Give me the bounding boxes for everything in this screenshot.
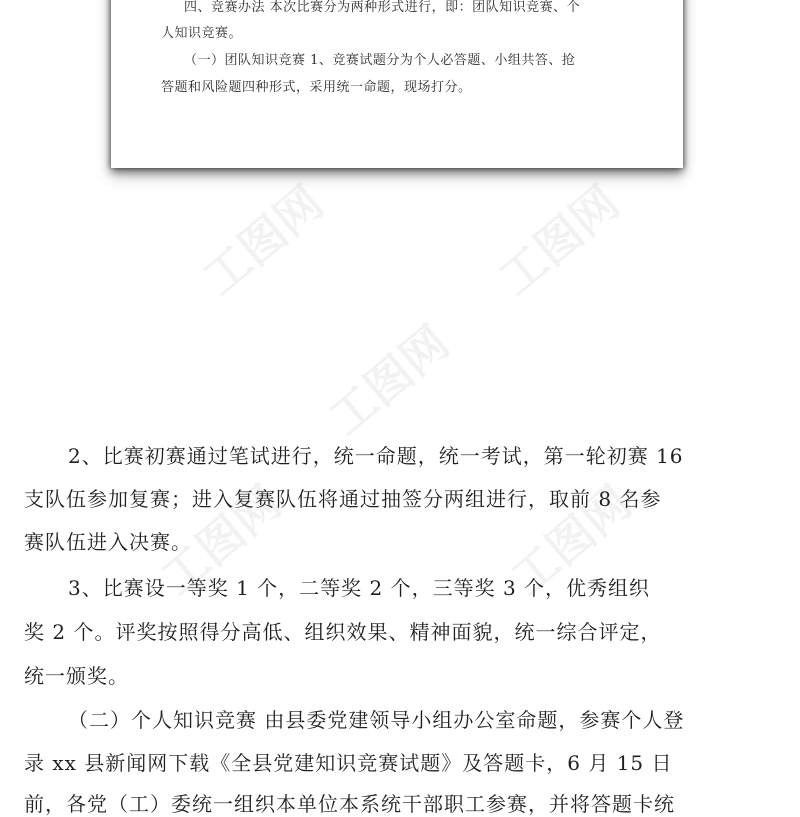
body-text-line: 支队伍参加复赛；进入复赛队伍将通过抽签分两组进行，取前 8 名参 [24, 487, 662, 511]
document-page-preview [111, 0, 683, 168]
body-text-line: 统一颁奖。 [24, 664, 129, 688]
card-text-line: （一）团队知识竞赛 1、竞赛试题分为个人必答题、小组共答、抢 [184, 53, 576, 68]
body-text-line: 录 xx 县新闻网下载《全县党建知识竞赛试题》及答题卡，6 月 15 日 [24, 751, 673, 775]
watermark: 工图网 [192, 175, 334, 306]
body-text-line: （二）个人知识竞赛 由县委党建领导小组办公室命题，参赛个人登 [68, 708, 685, 732]
watermark: 工图网 [488, 175, 630, 306]
watermark: 工图网 [500, 475, 642, 606]
body-text-line: 前，各党（工）委统一组织本单位本系统干部职工参赛，并将答题卡统 [24, 792, 675, 816]
card-text-line: 四、竞赛办法 本次比赛分为两种形式进行，即：团队知识竞赛、个 [184, 0, 581, 15]
watermark: 工图网 [318, 315, 460, 446]
card-text-line: 人知识竞赛。 [161, 26, 243, 41]
card-text-line: 答题和风险题四种形式，采用统一命题，现场打分。 [161, 80, 472, 95]
body-text-line: 2、比赛初赛通过笔试进行，统一命题，统一考试，第一轮初赛 16 [68, 444, 684, 468]
body-text-line: 赛队伍进入决赛。 [24, 530, 192, 554]
body-text-line: 奖 2 个。评奖按照得分高低、组织效果、精神面貌，统一综合评定， [24, 620, 662, 644]
body-text-line: 3、比赛设一等奖 1 个，二等奖 2 个，三等奖 3 个，优秀组织 [68, 576, 651, 600]
watermark: 工图网 [150, 475, 292, 606]
